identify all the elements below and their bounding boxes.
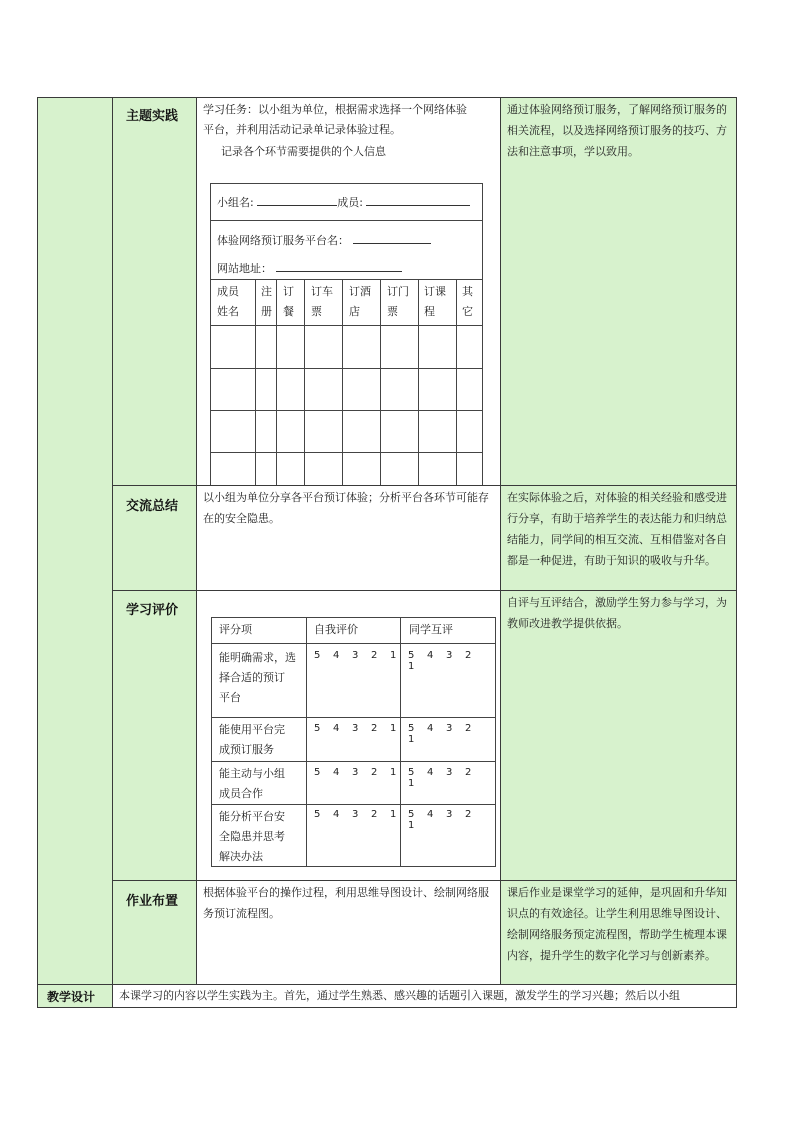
eval-header: 同学互评 [409, 623, 453, 636]
grid-hline [212, 717, 495, 718]
row-title: 交流总结 [126, 499, 179, 514]
self-score-scale[interactable]: 5 4 3 2 1 [314, 809, 397, 820]
col-header: 注 册 [261, 285, 272, 318]
intent-text: 自评与互评结合，激励学生努力参与学习，为教师改进教学提供依据。 [507, 596, 727, 630]
url-row [217, 258, 402, 279]
member-field[interactable] [366, 194, 470, 206]
intent-cell [500, 880, 737, 985]
content-cell [196, 97, 501, 486]
group-row [217, 192, 470, 213]
self-score-scale[interactable]: 5 4 3 2 1 [314, 723, 397, 734]
eval-header: 自我评价 [314, 623, 358, 636]
col-header: 订 餐 [283, 285, 294, 318]
peer-score-scale[interactable]: 5 4 3 21 [408, 650, 472, 672]
content-cell [196, 880, 501, 985]
row-title: 主题实践 [126, 109, 179, 124]
row-title: 作业布置 [126, 894, 179, 909]
col-header: 成员 姓名 [217, 285, 239, 318]
group-name-field[interactable] [257, 194, 337, 206]
grid-hline [211, 410, 482, 411]
eval-item: 能分析平台安 全隐患并思考 解决办法 [219, 810, 285, 863]
content-cell [196, 485, 501, 591]
task-line-3: 记录各个环节需要提供的个人信息 [221, 145, 386, 158]
grid-vline [255, 280, 256, 486]
content-text: 以小组为单位分享各平台预订体验；分析平台各环节可能存在的安全隐患。 [203, 491, 489, 525]
col-header: 订车 票 [311, 285, 333, 318]
intent-cell [500, 97, 737, 486]
col-header: 订门 票 [387, 285, 409, 318]
grid-hline [211, 452, 482, 453]
row-title-cell [112, 97, 197, 486]
task-line-2: 平台，并利用活动记录单记录体验过程。 [203, 123, 401, 136]
eval-header: 评分项 [219, 623, 252, 636]
col-header: 订课 程 [424, 285, 446, 318]
intent-text: 通过体验网络预订服务，了解网络预订服务的相关流程，以及选择网络预订服务的技巧、方法和注意事项，学以致用。 [507, 103, 727, 158]
left-column [37, 97, 113, 985]
intent-text: 在实际体验之后，对体验的相关经验和感受进行分享，有助于培养学生的表达能力和归纳总结能力，同学间的相互交流、互相借鉴对各自都是一种促进，有助于知识的吸收与升华。 [507, 491, 727, 567]
row-title: 学习评价 [126, 603, 179, 618]
peer-score-scale[interactable]: 5 4 3 21 [408, 809, 472, 831]
content-text: 根据体验平台的操作过程，利用思维导图设计、绘制网络服务预订流程图。 [203, 886, 489, 920]
grid-vline [306, 618, 307, 866]
intent-cell [500, 590, 737, 881]
grid-vline [456, 280, 457, 486]
intent-cell [500, 485, 737, 591]
platform-label: 体验网络预订服务平台名： [217, 234, 349, 247]
row-title-cell [112, 590, 197, 881]
member-label: 成员: [337, 196, 363, 209]
grid-hline [212, 761, 495, 762]
row-title-cell [112, 880, 197, 985]
grid-vline [380, 280, 381, 486]
grid-header [211, 280, 482, 324]
content-cell [112, 984, 737, 1008]
grid-vline [276, 280, 277, 486]
url-label: 网站地址： [217, 262, 272, 275]
record-form [210, 183, 483, 486]
col-header: 订酒 店 [349, 285, 371, 318]
grid-vline [418, 280, 419, 486]
self-score-scale[interactable]: 5 4 3 2 1 [314, 767, 397, 778]
url-field[interactable] [276, 260, 402, 272]
peer-score-scale[interactable]: 5 4 3 21 [408, 723, 472, 745]
eval-item: 能主动与小组 成员合作 [219, 767, 285, 800]
peer-score-scale[interactable]: 5 4 3 21 [408, 767, 472, 789]
content-text: 本课学习的内容以学生实践为主。首先，通过学生熟悉、感兴趣的话题引入课题，激发学生的学习兴趣；然后以小组 [119, 989, 680, 1002]
intent-text: 课后作业是课堂学习的延伸，是巩固和升华知识点的有效途径。让学生利用思维导图设计、绘制网络服务预定流程图，帮助学生梳理本课内容，提升学生的数字化学习与创新素养。 [507, 886, 727, 962]
evaluation-table [211, 617, 496, 867]
eval-item: 能明确需求，选 择合适的预订 平台 [219, 651, 296, 704]
grid-vline [304, 280, 305, 486]
eval-item: 能使用平台完 成预订服务 [219, 723, 285, 756]
grid-vline [342, 280, 343, 486]
content-cell [196, 590, 501, 881]
group-label: 小组名: [217, 196, 254, 209]
divider [211, 220, 482, 221]
grid-hline [212, 643, 495, 644]
platform-row [217, 230, 431, 251]
grid-hline [212, 804, 495, 805]
row-title: 教学设计 [47, 990, 96, 1004]
col-header: 其 它 [462, 285, 473, 318]
row-title-cell [112, 485, 197, 591]
task-line-1: 学习任务：以小组为单位，根据需求选择一个网络体验 [203, 103, 467, 116]
platform-field[interactable] [353, 232, 431, 244]
row-title-cell [37, 984, 113, 1008]
grid-hline [211, 325, 482, 326]
self-score-scale[interactable]: 5 4 3 2 1 [314, 650, 397, 661]
grid-hline [211, 368, 482, 369]
